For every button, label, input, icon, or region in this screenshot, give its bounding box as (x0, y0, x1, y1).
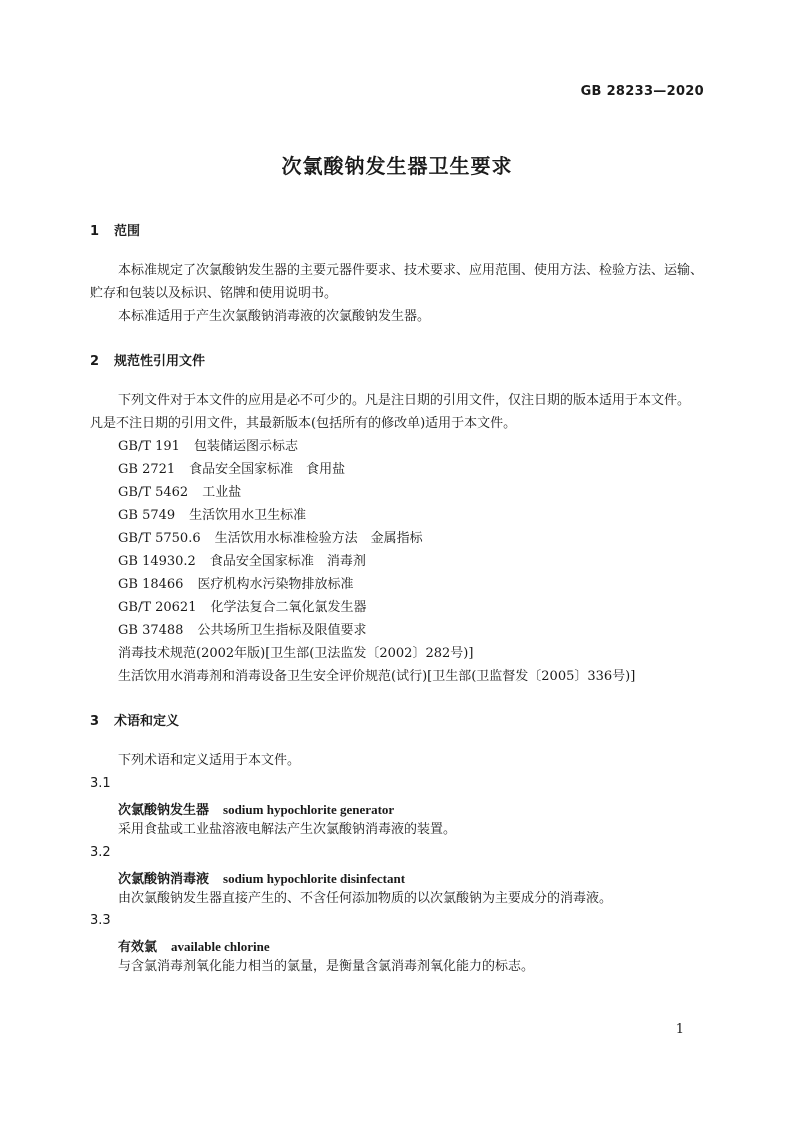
section-title: 范围 (114, 224, 141, 239)
reference-code: GB 2721 (118, 462, 176, 477)
reference-code: GB/T 5462 (118, 485, 189, 500)
term-entry (118, 936, 270, 955)
section-number: 2 (90, 354, 100, 369)
term-definition: 由次氯酸钠发生器直接产生的、不含任何添加物质的以次氯酸钠为主要成分的消毒液。 (118, 891, 613, 906)
reference-item (118, 530, 423, 548)
section-2-heading (90, 350, 205, 369)
reference-code: GB/T 20621 (118, 600, 197, 615)
reference-item (118, 438, 298, 456)
paragraph-line: 贮存和包装以及标识、铭牌和使用说明书。 (90, 286, 338, 301)
reference-name: 工业盐 (202, 485, 242, 500)
term-number: 3.1 (90, 776, 111, 791)
reference-item (118, 507, 306, 525)
term-chinese: 次氯酸钠发生器 (118, 803, 210, 818)
reference-name: 医疗机构水污染物排放标准 (197, 577, 354, 592)
reference-code: GB 37488 (118, 623, 184, 638)
section-title: 规范性引用文件 (114, 354, 206, 369)
reference-name: 食品安全国家标准 消毒剂 (209, 554, 366, 569)
reference-code: GB 18466 (118, 577, 184, 592)
term-english: available chlorine (171, 939, 270, 954)
section-3-heading (90, 710, 179, 729)
term-definition: 与含氯消毒剂氧化能力相当的氯量，是衡量含氯消毒剂氧化能力的标志。 (118, 959, 535, 974)
reference-item: 消毒技术规范(2002年版)[卫生部(卫法监发〔2002〕282号)] (118, 646, 474, 661)
section-1-heading (90, 220, 140, 239)
term-chinese: 有效氯 (118, 940, 158, 955)
reference-name: 食品安全国家标准 食用盐 (189, 462, 346, 477)
reference-item (118, 599, 367, 617)
term-english: sodium hypochlorite generator (223, 802, 395, 817)
reference-name: 包装储运图示标志 (193, 439, 298, 454)
term-english: sodium hypochlorite disinfectant (223, 871, 406, 886)
reference-code: GB 14930.2 (118, 554, 196, 569)
paragraph-line: 本标准适用于产生次氯酸钠消毒液的次氯酸钠发生器。 (118, 309, 431, 324)
section-number: 3 (90, 714, 100, 729)
reference-item (118, 484, 241, 502)
term-number: 3.2 (90, 845, 111, 860)
reference-item (118, 622, 366, 640)
reference-name: 生活饮用水标准检验方法 金属指标 (214, 531, 423, 546)
reference-item: 生活饮用水消毒剂和消毒设备卫生安全评价规范(试行)[卫生部(卫监督发〔2005〕336号)] (118, 669, 636, 684)
reference-name: 生活饮用水卫生标准 (189, 508, 307, 523)
reference-code: GB 5749 (118, 508, 176, 523)
reference-item (118, 576, 353, 594)
reference-code: GB/T 191 (118, 439, 180, 454)
paragraph-line: 凡是不注日期的引用文件，其最新版本(包括所有的修改单)适用于本文件。 (90, 416, 517, 431)
term-number: 3.3 (90, 913, 111, 928)
term-entry (118, 799, 394, 818)
section-title: 术语和定义 (114, 714, 180, 729)
section-number: 1 (90, 224, 100, 239)
reference-name: 公共场所卫生指标及限值要求 (197, 623, 367, 638)
document-title: 次氯酸钠发生器卫生要求 (281, 154, 513, 178)
standard-code: GB 28233—2020 (580, 84, 704, 99)
term-entry (118, 868, 405, 887)
paragraph-line: 本标准规定了次氯酸钠发生器的主要元器件要求、技术要求、应用范围、使用方法、检验方法、运输、 (118, 263, 704, 278)
term-chinese: 次氯酸钠消毒液 (118, 872, 210, 887)
reference-code: GB/T 5750.6 (118, 531, 201, 546)
paragraph-line: 下列术语和定义适用于本文件。 (118, 753, 301, 768)
reference-name: 化学法复合二氧化氯发生器 (210, 600, 367, 615)
reference-item (118, 461, 345, 479)
term-definition: 采用食盐或工业盐溶液电解法产生次氯酸钠消毒液的装置。 (118, 822, 457, 837)
page-number: 1 (675, 1022, 684, 1037)
paragraph-line: 下列文件对于本文件的应用是必不可少的。凡是注日期的引用文件，仅注日期的版本适用于本文件。 (118, 393, 691, 408)
reference-item (118, 553, 366, 571)
